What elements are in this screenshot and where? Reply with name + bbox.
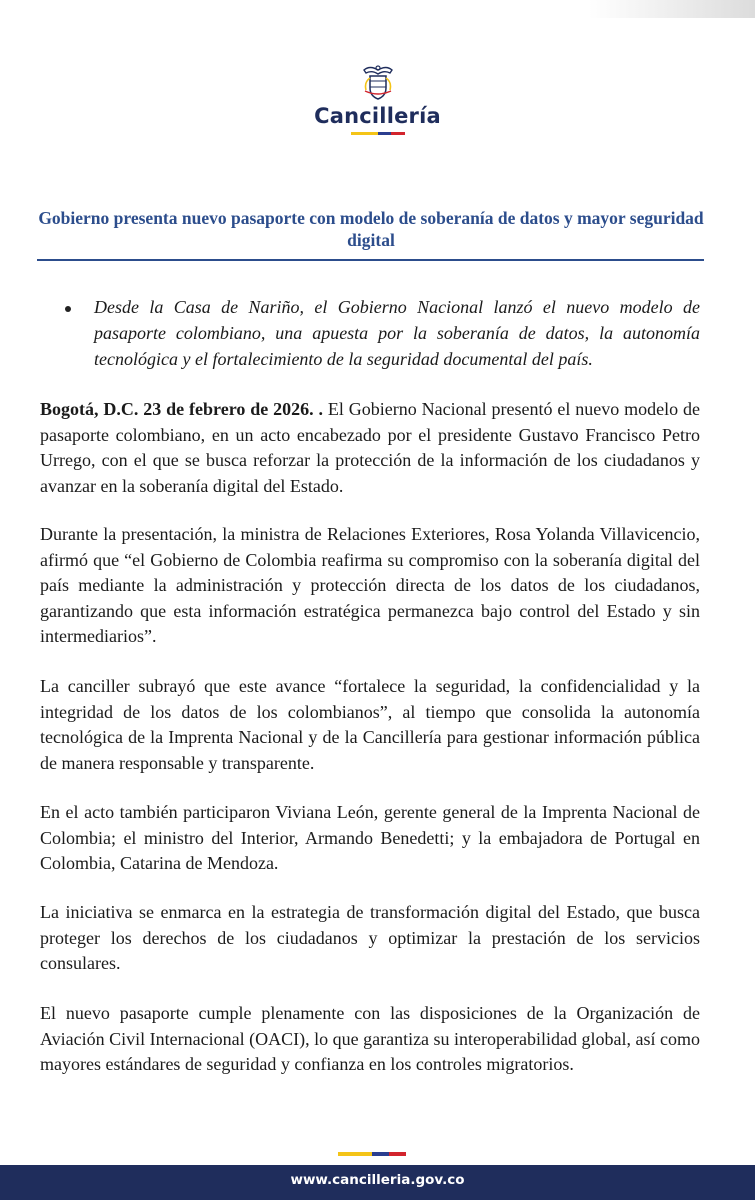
coat-of-arms-icon [360, 64, 396, 102]
paragraph-1 [40, 397, 700, 499]
paragraph-6: El nuevo pasaporte cumple plenamente con las disposiciones de la Organización de Aviación Civil Internacional (OACI), lo que garantiza su interoperabilidad global, así como mayores estándares de seguridad y confianza en los controles migratorios. [40, 1003, 700, 1074]
page-edge-shadow [0, 0, 755, 18]
flag-bar [351, 132, 405, 135]
headline: Gobierno presenta nuevo pasaporte con modelo de soberanía de datos y mayor seguridad digital [38, 208, 704, 250]
footer-flag-yellow [338, 1152, 372, 1156]
footer-flag-blue [372, 1152, 389, 1156]
flag-red [391, 132, 405, 135]
paragraph-5: La iniciativa se enmarca en la estrategia de transformación digital del Estado, que busca proteger los derechos de los ciudadanos y optimizar la prestación de los servicios consulares. [40, 902, 700, 973]
headline-divider [37, 259, 704, 261]
footer-flag-bar [338, 1152, 406, 1156]
cancilleria-logo [0, 64, 755, 135]
flag-blue [378, 132, 392, 135]
paragraph-4: En el acto también participaron Viviana León, gerente general de la Imprenta Nacional de Colombia; el ministro del Interior, Armando Benedetti; y la embajadora de Portugal en Colombia, Catarina de Mendoza. [40, 802, 700, 873]
footer-url-link[interactable]: www.cancilleria.gov.co [290, 1172, 465, 1188]
paragraph-1-text: El Gobierno Nacional presentó el nuevo modelo de pasaporte colombiano, en un acto encabezado por el presidente Gustavo Francisco Petro Urrego, con el que se busca reforzar la protección de la información de los ciudadanos y avanzar en la soberanía digital del Estado. [40, 399, 700, 496]
summary-bullet: Desde la Casa de Nariño, el Gobierno Nacional lanzó el nuevo modelo de pasaporte colombiano, una apuesta por la soberanía de datos, la autonomía tecnológica y el fortalecimiento de la seguridad documental del país. [94, 297, 700, 369]
bullet-marker [65, 306, 71, 312]
flag-yellow [351, 132, 378, 135]
paragraph-3: La canciller subrayó que este avance “fortalece la seguridad, la confidencialidad y la integridad de los datos de los colombianos”, al tiempo que consolida la autonomía tecnológica de la Imprenta Nacional y de la Cancillería para gestionar información pública de manera responsable y transparente. [40, 676, 700, 773]
brand-name: Cancillería [314, 104, 441, 128]
dateline: Bogotá, D.C. 23 de febrero de 2026. . [40, 399, 324, 419]
footer-band [0, 1165, 755, 1200]
footer-flag-red [389, 1152, 406, 1156]
paragraph-2: Durante la presentación, la ministra de Relaciones Exteriores, Rosa Yolanda Villavicencio, afirmó que “el Gobierno de Colombia reafirma su compromiso con la soberanía digital del país mediante la administración y protección directa de los datos de los ciudadanos, garantizando que esta información estratégica permanezca bajo control del Estado y sin intermediarios”. [40, 524, 700, 646]
